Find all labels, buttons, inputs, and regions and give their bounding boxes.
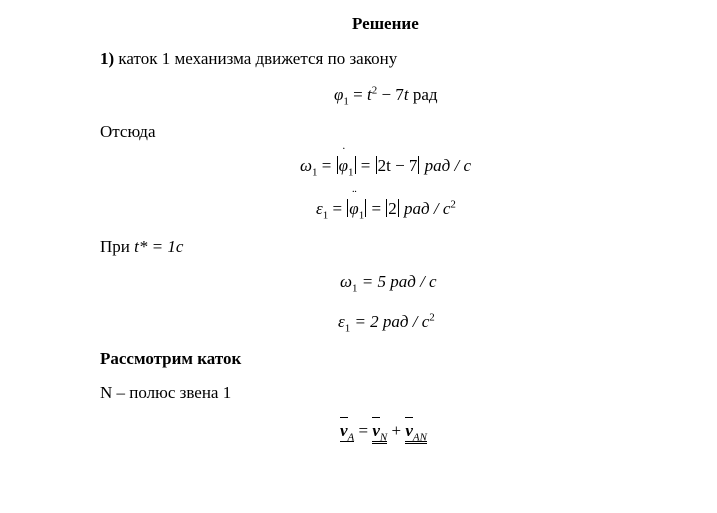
abs-bar-right — [365, 199, 366, 217]
vector-van-subscript: AN — [412, 431, 427, 444]
epsilon-symbol: ε — [316, 199, 323, 218]
formula-phi — [334, 84, 438, 108]
vector-vn-group — [372, 421, 387, 444]
equals-sign: = — [353, 85, 363, 104]
equals-sign-1: = — [332, 199, 343, 218]
vector-vn-subscript: N — [379, 431, 388, 444]
step1-number: 1) — [100, 49, 115, 68]
equals-sign-2: = — [371, 199, 382, 218]
abs-bar-left-2 — [376, 156, 377, 174]
epsilon-subscript: 1 — [344, 322, 351, 335]
vector-va-subscript: A — [347, 431, 355, 444]
omega-value-rhs: = 5 рад / с — [361, 272, 437, 291]
epsilon-value-rhs: = 2 рад / с — [354, 312, 430, 331]
vector-equals: = — [358, 421, 369, 440]
vector-va-group — [340, 421, 354, 442]
step1-line — [100, 49, 397, 69]
epsilon-value-exponent: 2 — [429, 311, 435, 324]
at-time-expression: t* = 1c — [134, 237, 184, 256]
minus-sign: − — [381, 85, 392, 104]
abs-bar-left — [347, 199, 348, 217]
phi-subscript: 1 — [343, 95, 349, 108]
vector-v-an: v — [405, 417, 413, 441]
abs-bar-right — [355, 156, 356, 174]
phi-ddot-subscript: 1 — [358, 209, 365, 222]
pole-text: N – полюс звена 1 — [100, 383, 232, 402]
dot-accent: ˙ — [341, 144, 346, 159]
t-variable-2: t — [403, 85, 409, 104]
double-dot-accent: ¨ — [352, 187, 357, 202]
equals-sign-2: = — [360, 156, 371, 175]
vector-van-group — [405, 421, 427, 444]
vector-plus: + — [391, 421, 402, 440]
omega-value-formula — [340, 272, 437, 295]
hence-label: Отсюда — [100, 122, 156, 141]
formula-omega — [300, 144, 472, 179]
omega-subscript: 1 — [312, 166, 318, 179]
at-time-label: При — [100, 237, 130, 256]
abs-bar-right-2 — [418, 156, 419, 174]
abs-bar-right-2 — [398, 199, 399, 217]
epsilon-unit-exponent: 2 — [450, 198, 456, 211]
vector-equation — [340, 417, 427, 444]
consider-heading: Рассмотрим каток — [100, 349, 242, 368]
equals-sign-1: = — [321, 156, 332, 175]
abs-bar-left — [337, 156, 338, 174]
section-title: Решение — [352, 14, 419, 33]
omega-expression: 2t − 7 — [377, 156, 418, 175]
coefficient: 7 — [395, 85, 404, 104]
omega-symbol: ω — [300, 156, 313, 175]
epsilon-symbol: ε — [338, 312, 345, 331]
vector-v-n: v — [372, 417, 380, 441]
omega-subscript: 1 — [352, 282, 358, 295]
vector-v-a: v — [340, 417, 348, 441]
omega-symbol: ω — [340, 272, 353, 291]
epsilon-value: 2 — [388, 199, 397, 218]
step1-text: каток 1 механизма движется по закону — [118, 49, 398, 68]
phi-symbol: φ — [334, 85, 344, 104]
phi-dot-subscript: 1 — [348, 166, 354, 179]
unit-rad: рад — [412, 85, 438, 104]
phi-ddot-symbol: φ — [349, 199, 359, 218]
t-variable: t — [367, 85, 372, 104]
t-exponent: 2 — [371, 84, 378, 97]
omega-unit: рад / с — [424, 156, 472, 175]
formula-eps — [316, 187, 456, 222]
phi-dot-symbol: φ — [338, 156, 349, 175]
eps-value-formula — [338, 311, 435, 335]
epsilon-subscript: 1 — [322, 209, 329, 222]
epsilon-unit: рад / с — [404, 199, 451, 218]
at-time-line — [100, 237, 183, 257]
